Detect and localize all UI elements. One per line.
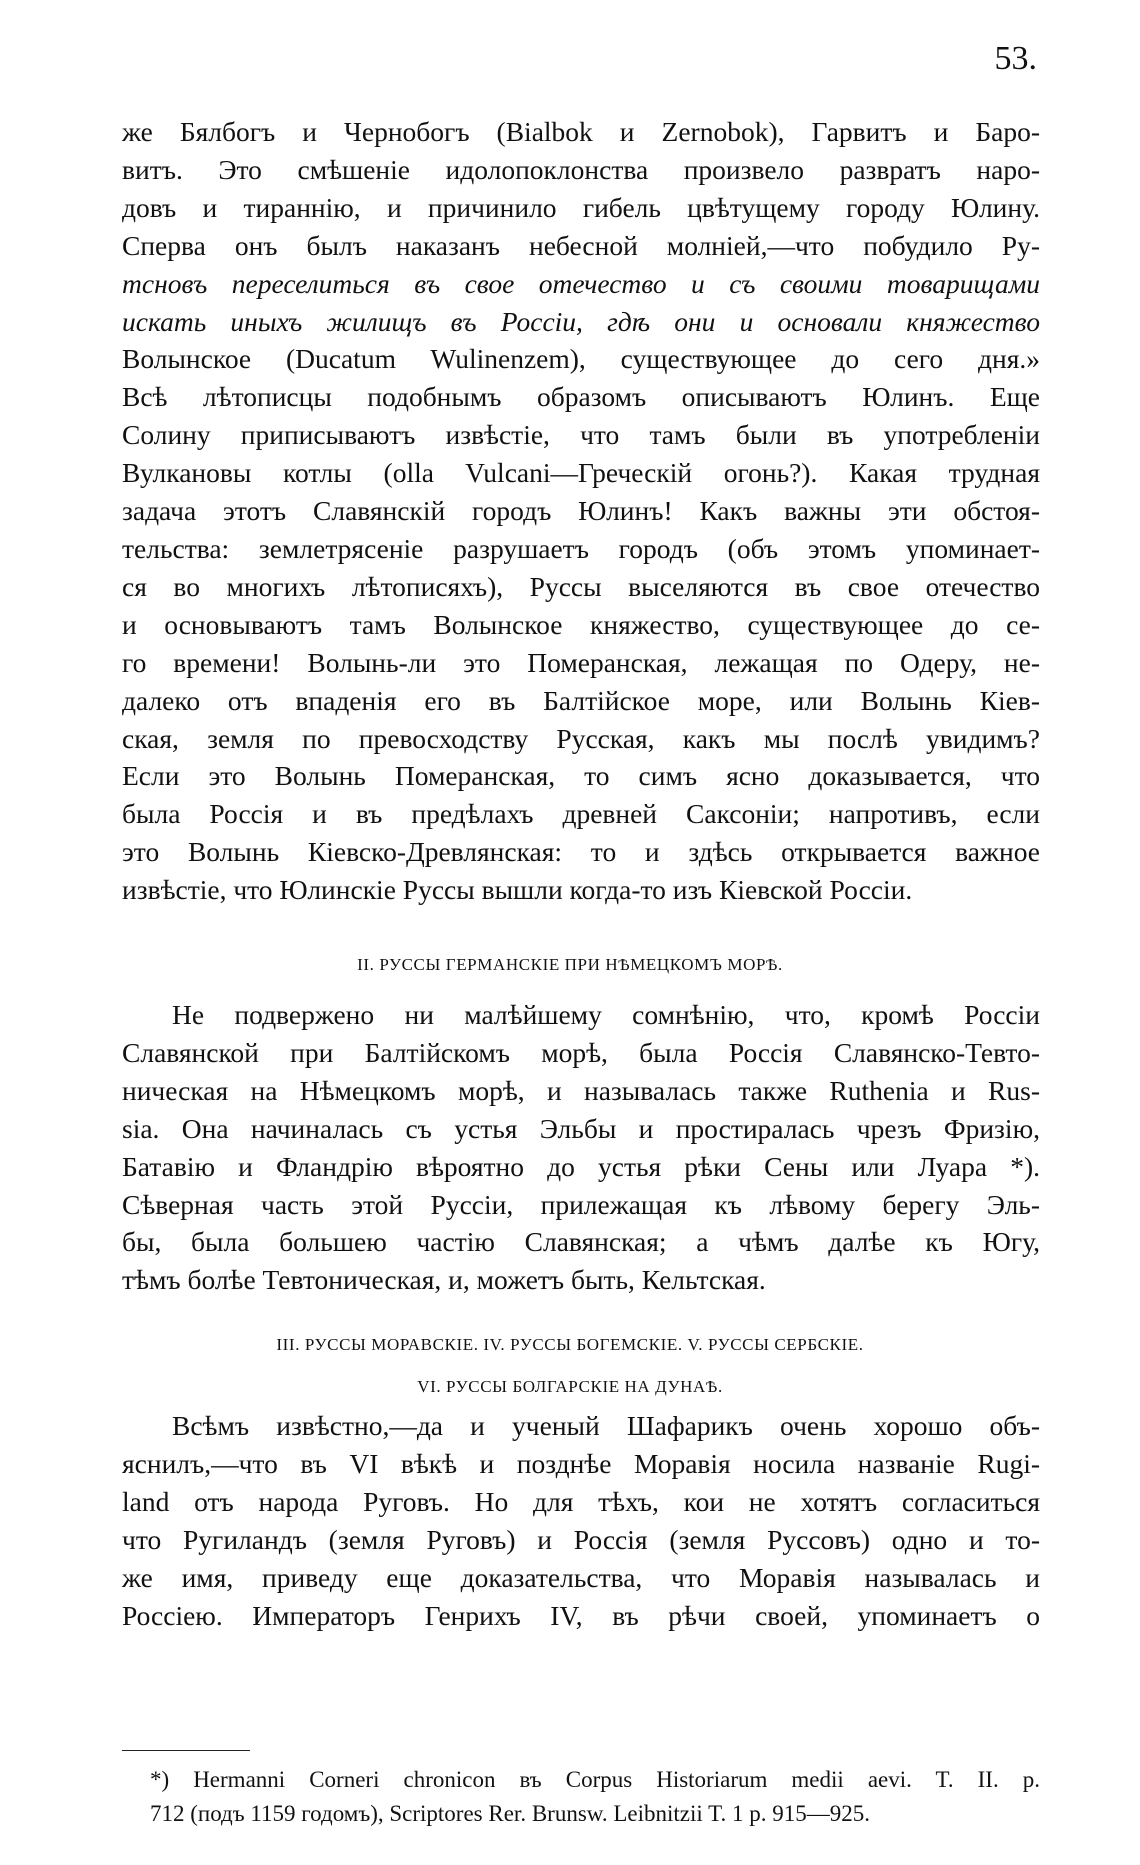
text-line: Сѣверная часть этой Руссіи, прилежащая къ лѣвому берегу Эль-	[122, 1188, 1040, 1220]
text-line: яснилъ,—что въ VI вѣкѣ и позднѣе Моравія носила названіе Rugi-	[122, 1447, 1040, 1479]
paragraph-2	[122, 996, 1040, 1299]
text-line: Волынское (Ducatum Wulinenzem), существующее до сего дня.»	[122, 343, 1040, 375]
footnote-line: *) Hermanni Corneri chronicon въ Corpus Historiarum medii aevi. T. II. p.	[150, 1767, 1040, 1792]
text-line: sia. Она начиналась съ устья Эльбы и простиралась чрезъ Фризію,	[122, 1112, 1040, 1144]
text-line: была Россія и въ предѣлахъ древней Саксоніи; напротивъ, если	[122, 798, 1040, 830]
section-heading-2: II. РУССЫ ГЕРМАНСКІЕ ПРИ НѢМЕЦКОМЪ МОРѢ.	[357, 955, 783, 974]
footnote-line: 712 (подъ 1159 годомъ), Scriptores Rer. Brunsw. Leibnitzii T. 1 p. 915—925.	[150, 1801, 870, 1826]
text-line: же имя, приведу еще доказательства, что Моравія называлась и	[122, 1561, 1040, 1593]
text-line: искать иныхъ жилищъ въ Россіи, гдѣ они и основали княжество	[122, 305, 1040, 337]
text-line: и основываютъ тамъ Волынское княжество, существующее до се-	[122, 608, 1040, 640]
text-line: извѣстіе, что Юлинскіе Руссы вышли когда-то изъ Кіевской Россіи.	[122, 874, 913, 906]
text-line: го времени! Волынь-ли это Померанская, лежащая по Одеру, не-	[122, 646, 1040, 678]
text-line: же Бялбогъ и Чернобогъ (Bialbok и Zernobok), Гарвитъ и Баро-	[122, 116, 1040, 147]
text-line: тѣмъ болѣе Тевтоническая, и, можетъ быть, Кельтская.	[122, 1264, 766, 1296]
text-line: Сперва онъ былъ наказанъ небесной молніей,—что побудило Ру-	[122, 229, 1040, 261]
page-number: 53.	[994, 40, 1037, 77]
text-line: бы, была большею частію Славянская; а чѣмъ далѣе къ Югу,	[122, 1226, 1040, 1258]
section-heading-4: VI. РУССЫ БОЛГАРСКІЕ НА ДУНАѢ.	[417, 1377, 723, 1396]
section-heading-3: III. РУССЫ МОРАВСКІЕ. IV. РУССЫ БОГЕМСКІЕ. V. РУССЫ СЕРБСКІЕ.	[276, 1335, 864, 1354]
text-line: Всѣмъ извѣстно,—да и ученый Шафарикъ очень хорошо объ-	[172, 1410, 1040, 1441]
text-line: land отъ народа Руговъ. Но для тѣхъ, кои не хотятъ согласиться	[122, 1485, 1040, 1517]
text-line: довъ и тираннію, и причинило гибель цвѣтущему городу Юлину.	[122, 191, 1040, 223]
text-line: Не подвержено ни малѣйшему сомнѣнію, что, кромѣ Россіи	[172, 999, 1040, 1030]
text-line: что Ругиландъ (земля Руговъ) и Россія (земля Руссовъ) одно и то-	[122, 1523, 1040, 1555]
text-line: далеко отъ впаденія его въ Балтійское море, или Волынь Кіев-	[122, 684, 1040, 716]
text-line: задача этотъ Славянскій городъ Юлинъ! Какъ важны эти обстоя-	[122, 495, 1040, 527]
text-line: ская, земля по превосходству Русская, какъ мы послѣ увидимъ?	[122, 722, 1040, 754]
text-line: Если это Волынь Померанская, то симъ ясно доказывается, что	[122, 760, 1040, 792]
paragraph-3	[122, 1407, 1040, 1634]
text-line: тельства: землетрясеніе разрушаетъ городъ (объ этомъ упоминает-	[122, 532, 1040, 564]
text-line: Россіею. Императоръ Генрихъ IV, въ рѣчи своей, упоминаетъ о	[122, 1599, 1040, 1631]
paragraph-1	[122, 113, 1040, 909]
text-line: Батавію и Фландрію вѣроятно до устья рѣки Сены или Луара *).	[122, 1150, 1040, 1182]
footnote	[150, 1763, 1040, 1831]
text-line: Всѣ лѣтописцы подобнымъ образомъ описываютъ Юлинъ. Еще	[122, 381, 1040, 413]
text-line: ническая на Нѣмецкомъ морѣ, и называлась также Ruthenia и Rus-	[122, 1074, 1040, 1106]
text-line: Славянской при Балтійскомъ морѣ, была Россія Славянско-Тевто-	[122, 1036, 1040, 1068]
text-line: Солину приписываютъ извѣстіе, что тамъ были въ употребленіи	[122, 419, 1040, 451]
text-line: витъ. Это смѣшеніе идолопоклонства произвело развратъ наро-	[122, 153, 1040, 185]
text-line: Вулкановы котлы (olla Vulcani—Греческій огонь?). Какая трудная	[122, 457, 1040, 489]
text-line: ся во многихъ лѣтописяхъ), Руссы выселяются въ свое отечество	[122, 570, 1040, 602]
text-line: тсновъ переселиться въ свое отечество и съ своими товарищами	[122, 267, 1040, 299]
text-line: это Волынь Кіевско-Древлянская: то и здѣсь открывается важное	[122, 836, 1040, 868]
footnote-divider	[122, 1750, 250, 1751]
